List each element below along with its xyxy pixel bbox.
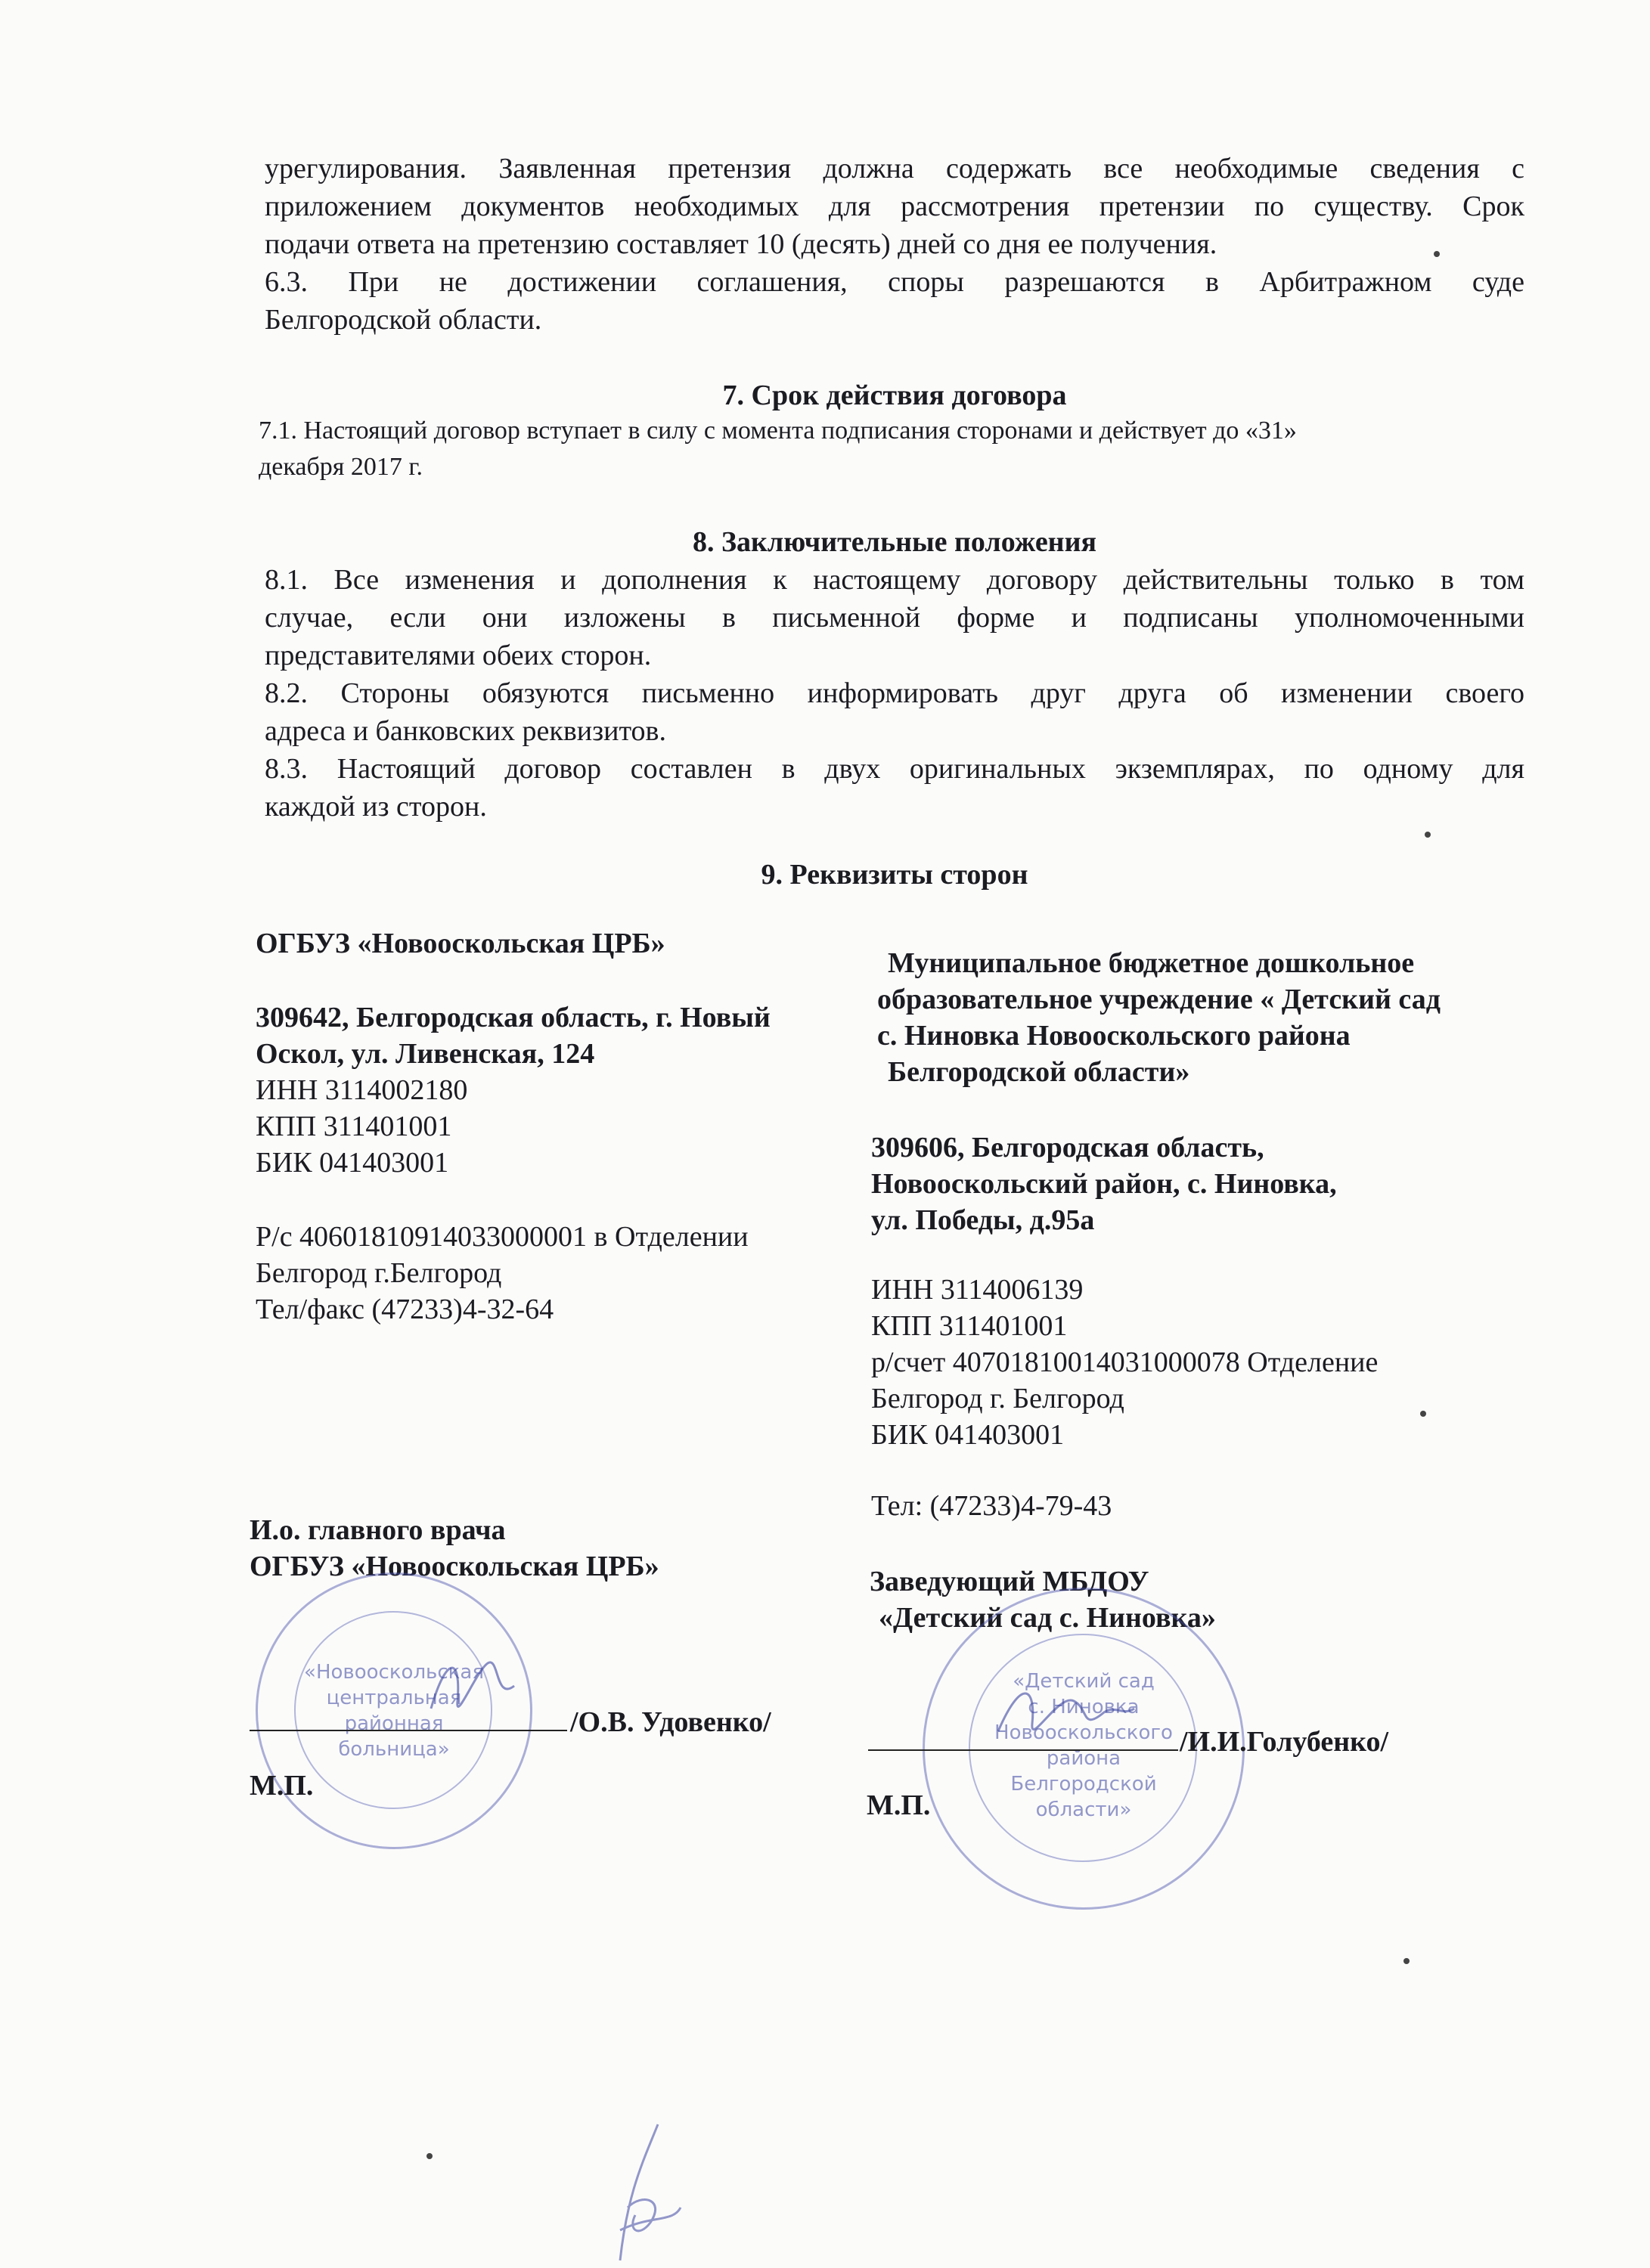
scan-speck: [1425, 832, 1431, 838]
right-position-org: «Детский сад с. Ниновка»: [879, 1602, 1216, 1634]
clause-8-3-end: [265, 788, 1524, 826]
left-bik: БИК 041403001: [256, 1147, 449, 1179]
text-line: Белгородской области.: [265, 304, 542, 336]
left-account-bank: Белгород г.Белгород: [256, 1257, 502, 1289]
text-line: 6.3. При не достижении соглашения, споры разрешаются в Арбитражном суде: [265, 266, 1524, 298]
section-9-title: 9. Реквизиты сторон: [761, 859, 1028, 891]
right-signer-name: /И.И.Голубенко/: [1180, 1726, 1389, 1758]
left-signer-name: /О.В. Удовенко/: [570, 1706, 771, 1738]
clause-8-1-end: [265, 637, 1524, 674]
section-8-title: 8. Заключительные положения: [692, 526, 1097, 558]
right-org-name: Муниципальное бюджетное дошкольное: [888, 947, 1415, 979]
clause-8-1: [265, 561, 1524, 637]
text-line: 8.3. Настоящий договор составлен в двух оригинальных экземплярах, по одному для: [265, 753, 1524, 785]
left-signature-line: [250, 1730, 567, 1731]
right-account-bank: Белгород г. Белгород: [871, 1383, 1124, 1414]
text-line: урегулирования. Заявленная претензия должна содержать все необходимые сведения с: [265, 153, 1524, 184]
right-mp: М.П.: [867, 1789, 931, 1821]
right-org-name: Белгородской области»: [888, 1056, 1190, 1088]
right-kpp: КПП 311401001: [871, 1310, 1068, 1342]
right-address-line: Новооскольский район, с. Ниновка,: [871, 1168, 1337, 1200]
clause-8-2: [265, 674, 1524, 712]
text-line: представителями обеих сторон.: [265, 640, 652, 671]
right-address-line: 309606, Белгородская область,: [871, 1132, 1264, 1163]
right-signature: [991, 1671, 1142, 1754]
text-line: декабря 2017 г.: [259, 453, 423, 481]
right-account: р/счет 40701810014031000078 Отделение: [871, 1346, 1379, 1378]
text-line: каждой из сторон.: [265, 791, 487, 823]
text-line: случае, если они изложены в письменной форме и подписаны уполномоченными: [265, 602, 1524, 634]
left-address-line: 309642, Белгородская область, г. Новый: [256, 1002, 771, 1033]
text-line: приложением документов необходимых для рассмотрения претензии по существу. Срок: [265, 191, 1524, 222]
clause-6-3: [265, 263, 1524, 301]
left-signature: [423, 1641, 529, 1731]
left-account: Р/с 40601810914033000001 в Отделении: [256, 1221, 749, 1253]
claim-paragraph-end: [265, 225, 1524, 263]
left-mp: М.П.: [250, 1770, 314, 1802]
claim-paragraph: [265, 150, 1524, 225]
right-address-line: ул. Победы, д.95а: [871, 1204, 1095, 1236]
scan-speck: [1434, 251, 1440, 257]
clause-7-1: [259, 413, 1297, 485]
right-org-name: образовательное учреждение « Детский сад: [877, 984, 1441, 1015]
scan-speck: [426, 2153, 433, 2159]
text-line: 8.1. Все изменения и дополнения к настоящему договору действительны только в том: [265, 564, 1524, 596]
left-position: И.о. главного врача: [250, 1514, 506, 1546]
left-address-line: Оскол, ул. Ливенская, 124: [256, 1038, 595, 1070]
right-inn: ИНН 3114006139: [871, 1274, 1084, 1306]
right-phone: Тел: (47233)4-79-43: [871, 1490, 1112, 1522]
left-inn: ИНН 3114002180: [256, 1074, 468, 1106]
text-line: адреса и банковских реквизитов.: [265, 715, 666, 747]
text-line: подачи ответа на претензию составляет 10 (десять) дней со дня ее получения.: [265, 228, 1217, 260]
text-line: 7.1. Настоящий договор вступает в силу с момента подписания сторонами и действует до «31»: [259, 417, 1297, 445]
left-kpp: КПП 311401001: [256, 1111, 452, 1142]
clause-8-2-end: [265, 712, 1524, 750]
text-line: 8.2. Стороны обязуются письменно информировать друг друга об изменении своего: [265, 677, 1524, 709]
clause-6-3-end: [265, 301, 1524, 339]
stamp-text: «Детский сад с. Ниновка Новооскольского района Белгородской области»: [994, 1670, 1173, 1821]
left-phone: Тел/факс (47233)4-32-64: [256, 1294, 554, 1325]
left-org-name: ОГБУЗ «Новооскольская ЦРБ»: [256, 928, 665, 959]
margin-initials: [605, 2117, 696, 2268]
right-bik: БИК 041403001: [871, 1419, 1065, 1451]
clause-8-3: [265, 750, 1524, 788]
left-position-org: ОГБУЗ «Новооскольская ЦРБ»: [250, 1551, 659, 1582]
right-org-name: с. Ниновка Новооскольского района: [877, 1020, 1351, 1052]
section-7-title: 7. Срок действия договора: [722, 380, 1067, 411]
scan-speck: [1403, 1958, 1410, 1964]
right-position: Заведующий МБДОУ: [870, 1566, 1149, 1597]
stamp-text: «Новооскольская центральная районная больница»: [304, 1661, 484, 1761]
right-signature-line: [868, 1749, 1178, 1751]
scan-speck: [1420, 1411, 1426, 1417]
